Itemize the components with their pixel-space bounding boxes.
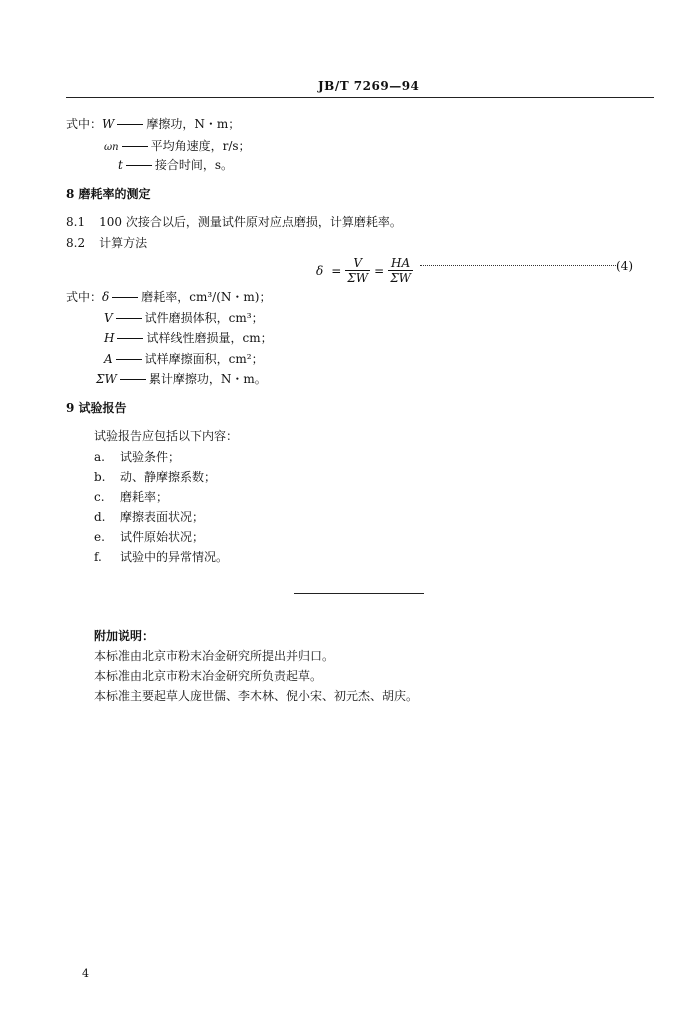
formula-fraction-2: [388, 256, 413, 285]
fraction-denominator: ΣW: [390, 271, 412, 285]
appendix-title: 附加说明：: [94, 629, 155, 643]
fraction-numerator: HA: [388, 256, 413, 271]
formula-defs-1-line-3: [118, 157, 233, 173]
formula-fraction-1: [345, 256, 370, 285]
list-item-text: 试件原始状况；: [120, 530, 205, 544]
defs-prefix: 式中：: [66, 117, 103, 131]
fraction-denominator: ΣW: [347, 271, 369, 285]
formula-defs-2-line-3: [104, 330, 273, 346]
definition-sum-w: 累计摩擦功，N・m。: [148, 372, 267, 386]
definition-dash: [116, 318, 142, 319]
list-marker: d.: [94, 510, 106, 524]
list-marker: c.: [94, 490, 105, 504]
symbol-omega: ωn: [104, 142, 119, 153]
definition-dash: [112, 297, 138, 298]
formula-defs-2-line-2: [104, 310, 264, 326]
list-item-text: 动、静摩擦系数；: [120, 470, 217, 484]
definition-dash: [116, 359, 142, 360]
clause-number: 8.1: [66, 215, 86, 229]
section-8-title: 8 磨耗率的测定: [66, 187, 151, 201]
list-item-text: 试验中的异常情况。: [120, 550, 229, 564]
definition-v: 试件磨损体积，cm³；: [144, 311, 264, 325]
list-item: [94, 489, 168, 505]
definition-dash: [120, 379, 146, 380]
section-8-2: [66, 235, 147, 251]
list-marker: f.: [94, 550, 102, 564]
equation-leader-dots: [420, 265, 616, 266]
appendix-line: 本标准由北京市粉末冶金研究所提出并归口。: [94, 649, 335, 663]
formula-defs-1-line-2: [104, 138, 251, 156]
list-item-text: 磨耗率；: [120, 490, 169, 504]
list-item: [94, 449, 180, 465]
symbol-w: W: [102, 117, 115, 131]
definition-h: 试样线性磨损量，cm；: [146, 331, 273, 345]
formula-lhs: δ: [316, 263, 324, 278]
list-marker: a.: [94, 450, 105, 464]
list-item: [94, 509, 204, 525]
definition-dash: [117, 338, 143, 339]
defs-prefix: 式中：: [66, 290, 103, 304]
symbol-sum-w: ΣW: [96, 372, 117, 386]
definition-a: 试样摩擦面积，cm²；: [144, 352, 264, 366]
symbol-t: t: [118, 158, 123, 172]
list-marker: b.: [94, 470, 106, 484]
clause-text: 100 次接合以后，测量试件原对应点磨损，计算磨耗率。: [99, 215, 402, 229]
symbol-a: A: [104, 352, 113, 366]
formula-equals: =: [374, 263, 385, 278]
equation-number: (4): [616, 259, 633, 273]
clause-number: 8.2: [66, 236, 86, 250]
definition-omega: 平均角速度，r/s；: [150, 139, 251, 153]
list-item: [94, 529, 204, 545]
wear-rate-formula: [312, 256, 413, 285]
list-marker: e.: [94, 530, 105, 544]
header-rule: [66, 97, 654, 98]
end-separator-rule: [294, 593, 424, 594]
definition-delta: 磨耗率，cm³/(N・m)；: [141, 290, 272, 304]
formula-defs-1-line-1: [66, 116, 240, 132]
definition-w: 摩擦功，N・m；: [146, 117, 241, 131]
section-9-intro: 试验报告应包括以下内容：: [94, 429, 239, 443]
definition-dash: [122, 146, 148, 147]
definition-t: 接合时间，s。: [154, 158, 233, 172]
section-8-1: [66, 214, 402, 230]
formula-defs-2-line-1: [66, 289, 271, 305]
formula-equals: =: [331, 263, 342, 278]
page-number: 4: [82, 967, 89, 980]
symbol-delta: δ: [102, 290, 110, 304]
section-9-title: 9 试验报告: [66, 401, 127, 415]
list-item: [94, 549, 228, 565]
definition-dash: [126, 165, 152, 166]
formula-defs-2-line-4: [104, 351, 264, 367]
document-header-code: JB/T 7269—94: [318, 79, 420, 93]
definition-dash: [117, 124, 143, 125]
appendix-line: 本标准主要起草人庞世儒、李木林、倪小宋、初元杰、胡庆。: [94, 689, 419, 703]
clause-text: 计算方法: [99, 236, 148, 250]
symbol-v: V: [104, 311, 113, 325]
list-item: [94, 469, 216, 485]
formula-defs-2-line-5: [96, 371, 267, 387]
fraction-numerator: V: [345, 256, 370, 271]
list-item-text: 试验条件；: [120, 450, 181, 464]
list-item-text: 摩擦表面状况；: [120, 510, 205, 524]
appendix-line: 本标准由北京市粉末冶金研究所负责起草。: [94, 669, 323, 683]
symbol-h: H: [104, 331, 115, 345]
